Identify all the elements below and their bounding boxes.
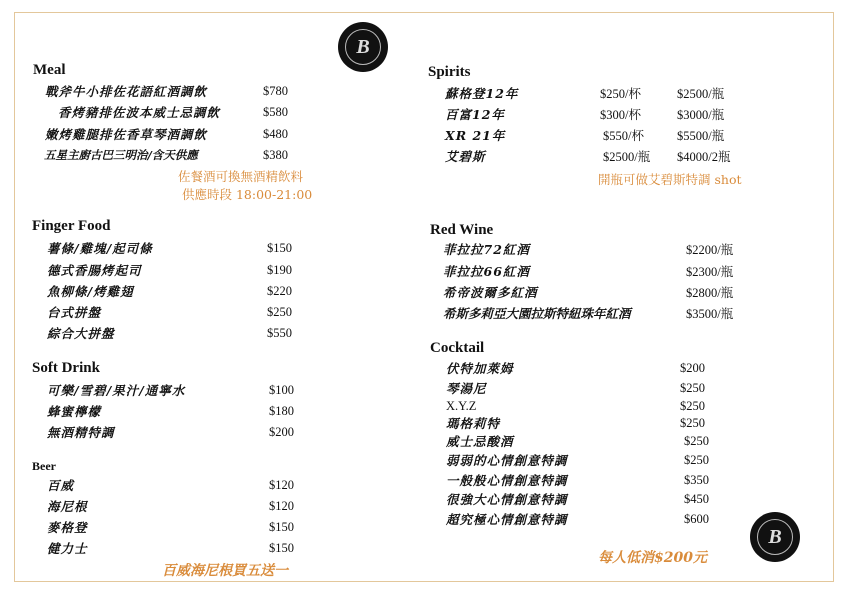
menu-item: 希斯多莉亞大園拉斯特紐珠年紅酒 $3500/瓶 — [443, 306, 734, 321]
meal-note: 佐餐酒可換無酒精飲料 — [178, 169, 304, 184]
logo-letter: B — [757, 519, 793, 555]
finger-food-heading: Finger Food — [32, 218, 111, 234]
meal-heading: Meal — [33, 62, 66, 78]
menu-item: 菲拉拉72紅酒 $2200/瓶 — [443, 242, 734, 257]
cocktail-heading: Cocktail — [430, 340, 485, 356]
menu-item: XR 21年 $550/杯 $5500/瓶 — [445, 128, 725, 143]
menu-item: 伏特加萊姆 $200 — [446, 360, 705, 376]
menu-item: 戰斧牛小排佐花語紅酒調飲 $780 — [45, 83, 288, 99]
menu-item: 可樂/雪碧/果汁/通寧水 $100 — [47, 382, 294, 398]
menu-item: 薯條/雞塊/起司條 $150 — [47, 240, 292, 256]
minimum-charge-note: 每人低消$200元 — [598, 550, 707, 566]
menu-item: 海尼根 $120 — [47, 498, 294, 514]
menu-item: 菲拉拉66紅酒 $2300/瓶 — [443, 264, 734, 279]
spirits-heading: Spirits — [428, 64, 471, 80]
spirits-note: 開瓶可做艾碧斯特調 shot — [598, 172, 742, 187]
menu-item: 德式香腸烤起司 $190 — [47, 262, 292, 278]
menu-item: 百富12年 $300/杯 $3000/瓶 — [445, 107, 725, 122]
menu-item: 綜合大拼盤 $550 — [47, 325, 292, 341]
menu-item: 很強大心情創意特調 $450 — [446, 491, 709, 507]
brand-logo-top — [338, 22, 388, 72]
beer-promo-note: 百威海尼根買五送一 — [162, 563, 288, 579]
menu-item: 超究極心情創意特調 $600 — [446, 511, 709, 527]
menu-item: 希帝波爾多紅酒 $2800/瓶 — [443, 285, 734, 300]
menu-item: 艾碧斯 $2500/瓶 $4000/2瓶 — [445, 149, 731, 164]
menu-item: 百威 $120 — [47, 477, 294, 493]
menu-item: 瑪格莉特 $250 — [446, 415, 705, 431]
red-wine-heading: Red Wine — [430, 222, 494, 238]
menu-item: 弱弱的心情創意特調 $250 — [446, 452, 709, 468]
menu-item: 五星主廚古巴三明治/含天供應 $380 — [44, 147, 288, 162]
soft-drink-heading: Soft Drink — [32, 360, 100, 376]
logo-letter: B — [345, 29, 381, 65]
menu-item: 一般般心情創意特調 $350 — [446, 472, 709, 488]
beer-heading: Beer — [32, 459, 56, 473]
menu-item: 台式拼盤 $250 — [47, 304, 292, 320]
meal-hours-note: 供應時段 18:00-21:00 — [182, 187, 313, 202]
menu-item: 琴湯尼 $250 — [446, 380, 705, 396]
menu-item: 健力士 $150 — [47, 540, 294, 556]
menu-item: 嫩烤雞腿排佐香草琴酒調飲 $480 — [45, 126, 288, 142]
menu-item: 麥格登 $150 — [47, 519, 294, 535]
menu-item: 威士忌酸酒 $250 — [446, 433, 709, 449]
menu-item: 無酒精特調 $200 — [47, 424, 294, 440]
menu-item: 蘇格登12年 $250/杯 $2500/瓶 — [445, 86, 725, 101]
menu-item: 蜂蜜檸檬 $180 — [47, 403, 294, 419]
menu-item: 魚柳條/烤雞翅 $220 — [47, 283, 292, 299]
brand-logo-bottom — [750, 512, 800, 562]
menu-item: X.Y.Z $250 — [446, 398, 705, 413]
menu-item: 香烤豬排佐波本威士忌調飲 $580 — [58, 104, 288, 120]
